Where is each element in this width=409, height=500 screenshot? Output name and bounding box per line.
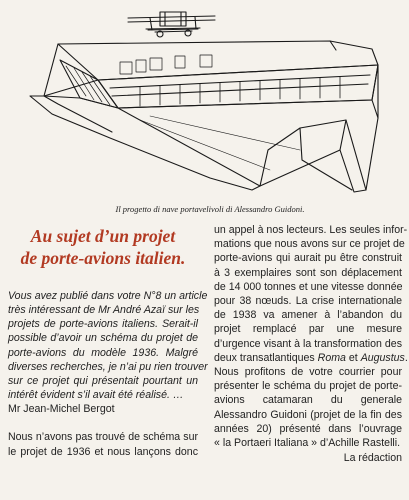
ship-name-roma: Roma: [317, 351, 346, 364]
reply-line: de 1938 va amener à l’abandon du: [214, 309, 402, 322]
article-headline: [8, 225, 198, 269]
reply-line: Nous n’avons pas trouvé de schéma sur: [8, 431, 198, 444]
reply-line: avions catamaran du generale: [214, 394, 402, 407]
letter-line: Vous avez publié dans votre N°8 un article: [8, 290, 208, 302]
left-column: [8, 225, 208, 459]
letter-line: très intéressant de Mr André Azaï sur les: [8, 304, 200, 317]
letter-line: projets de porte-avions italiens. Serait-il: [8, 318, 198, 331]
biplane-drawing: [128, 12, 215, 37]
reply-line-ships: deux transatlantiques Roma et Augustus.: [214, 351, 408, 364]
catamaran-carrier-drawing: [0, 0, 409, 202]
reply-line: présenter le schéma du projet de porte-: [214, 380, 402, 393]
editorial-signoff: La rédaction: [343, 452, 402, 465]
reply-line: projet remplacé par une mesure: [214, 323, 402, 336]
reply-line: Nous profitons de votre courrier pour: [214, 366, 402, 379]
editor-reply-start: [8, 430, 198, 458]
right-hull: [118, 100, 378, 192]
letter-signature: Mr Jean-Michel Bergot: [8, 403, 115, 416]
letter-line: sur ce projet qui présentait pourtant un: [8, 374, 198, 387]
letter-line: diverses recherches, je n’ai pu rien trouver: [8, 360, 208, 373]
reply-line: pour 38 nœuds. La crise internationale: [214, 295, 402, 308]
reply-line: de 14 000 tonnes et une vitesse donnée: [214, 280, 403, 293]
carrier-illustration: [0, 0, 409, 202]
figure-caption: Il progetto di nave portavelivoli di Alessandro Guidoni.: [115, 204, 305, 214]
ship-name-augustus: Augustus: [360, 351, 405, 364]
reply-line: « la Portaeri Italiana » d’Achille Rastelli.: [214, 437, 401, 450]
reply-text: et: [348, 351, 358, 364]
reply-text: deux transatlantiques: [214, 351, 315, 364]
headline-line: Au sujet d’un projet: [30, 226, 176, 246]
reply-line: Alessandro Guidoni (projet de la fin des: [214, 408, 402, 421]
letter-line: intérêt évident s’il avait été réalisé. …: [8, 389, 184, 402]
reply-line: porte-avions qui aurait pu être construit: [214, 252, 402, 265]
letter-line: porte-avions du modèle 1936. Malgré: [8, 346, 198, 359]
reply-line: mations que nous avons sur ce projet de: [214, 238, 405, 251]
right-column: [214, 223, 408, 465]
letter-line: possible d’avoir un schéma du projet de: [8, 332, 198, 345]
reply-line: à 3 exemplaires sont son déplacement: [214, 266, 402, 279]
reply-line: le projet de 1936 et nous lançons donc: [8, 445, 198, 458]
reply-line: années 20) présenté dans l’ouvrage: [214, 422, 402, 435]
flight-deck: [44, 41, 378, 96]
headline-line: de porte-avions italien.: [20, 248, 186, 268]
reply-line: un appel à nos lecteurs. Les seules infor-: [214, 224, 408, 236]
reply-line: d’urgence visant à la transformation des: [214, 337, 402, 350]
reader-letter: [8, 289, 208, 416]
left-hull: [30, 96, 260, 190]
